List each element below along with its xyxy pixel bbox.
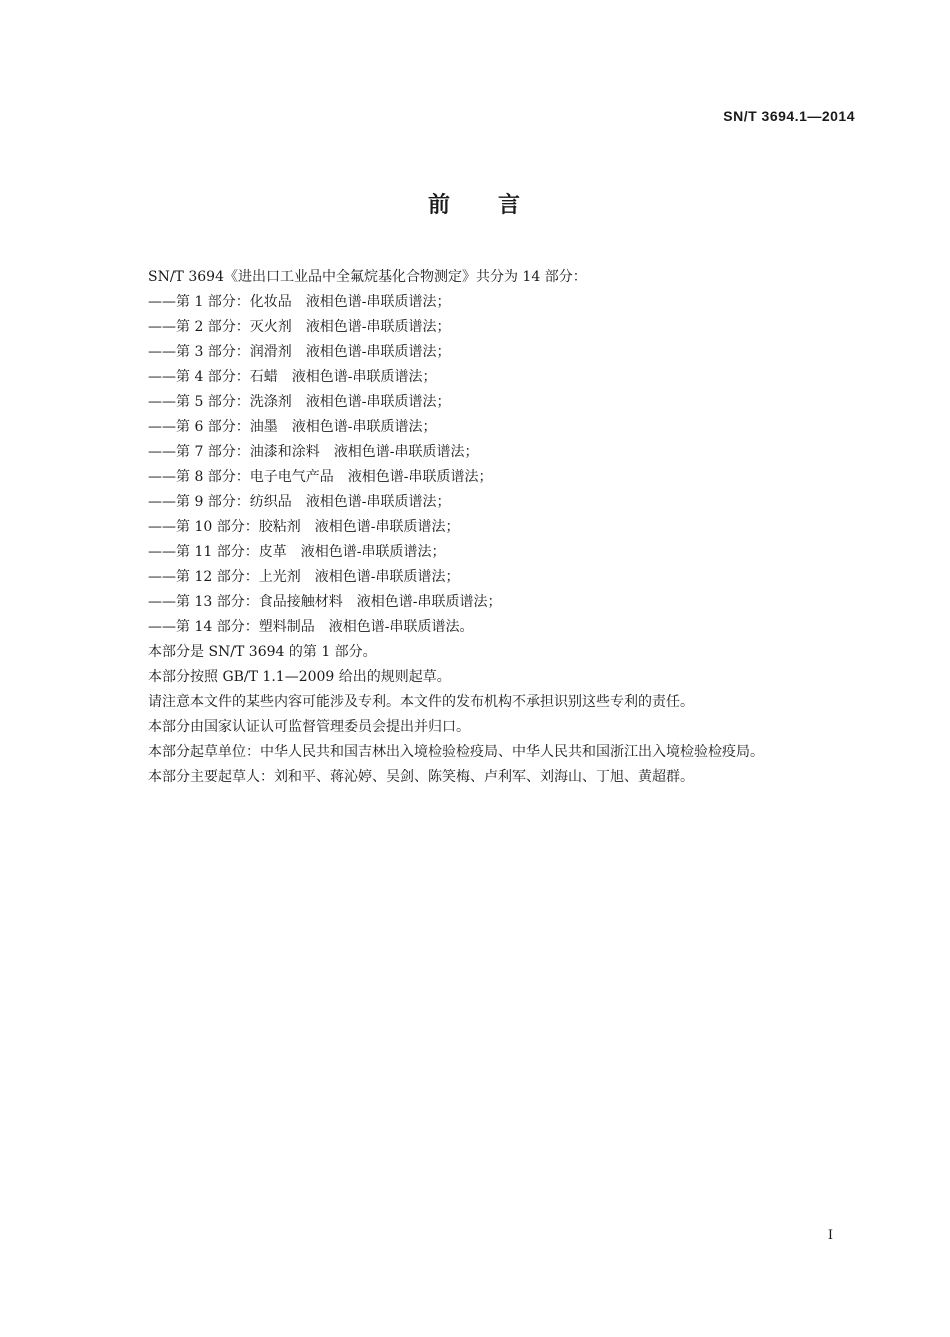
page-number: I: [827, 1228, 833, 1243]
paragraph-drafters: 本部分主要起草人：刘和平、蒋沁婷、吴剑、陈笑梅、卢利军、刘海山、丁旭、黄超群。: [148, 769, 694, 785]
part-title: ——第 10 部分：胶粘剂: [148, 519, 301, 535]
part-item: [118, 340, 858, 365]
paragraph-patent-notice: 请注意本文件的某些内容可能涉及专利。本文件的发布机构不承担识别这些专利的责任。: [148, 694, 694, 710]
part-method: 液相色谱-串联质谱法；: [305, 319, 451, 335]
part-method: 液相色谱-串联质谱法；: [305, 494, 451, 510]
part-method: 液相色谱-串联质谱法；: [300, 544, 446, 560]
part-item: [118, 615, 858, 640]
part-title: ——第 3 部分：润滑剂: [148, 344, 292, 360]
part-method: 液相色谱-串联质谱法；: [305, 394, 451, 410]
part-method: 液相色谱-串联质谱法；: [291, 369, 437, 385]
preface-body: [118, 265, 858, 790]
part-title: ——第 6 部分：油墨: [148, 419, 278, 435]
title-char-2: 言: [498, 193, 523, 218]
part-title: ——第 11 部分：皮革: [148, 544, 287, 560]
intro-paragraph: SN/T 3694《进出口工业品中全氟烷基化合物测定》共分为 14 部分：: [148, 269, 587, 285]
part-item: [118, 315, 858, 340]
page-title: [0, 188, 950, 219]
part-item: [118, 415, 858, 440]
part-item: [118, 290, 858, 315]
paragraph-drafting-rules: 本部分按照 GB/T 1.1—2009 给出的规则起草。: [148, 669, 451, 685]
part-item: [118, 440, 858, 465]
part-item: [118, 515, 858, 540]
part-method: 液相色谱-串联质谱法；: [314, 569, 460, 585]
part-item: [118, 590, 858, 615]
part-method: 液相色谱-串联质谱法。: [328, 619, 474, 635]
part-title: ——第 13 部分：食品接触材料: [148, 594, 343, 610]
part-method: 液相色谱-串联质谱法；: [305, 294, 451, 310]
part-item: [118, 565, 858, 590]
part-method: 液相色谱-串联质谱法；: [314, 519, 460, 535]
paragraph-drafting-units: 本部分起草单位：中华人民共和国吉林出入境检验检疫局、中华人民共和国浙江出入境检验检疫局。: [148, 744, 764, 760]
paragraph-part-scope: 本部分是 SN/T 3694 的第 1 部分。: [148, 644, 377, 660]
part-item: [118, 465, 858, 490]
part-title: ——第 5 部分：洗涤剂: [148, 394, 292, 410]
part-method: 液相色谱-串联质谱法；: [333, 444, 479, 460]
part-title: ——第 12 部分：上光剂: [148, 569, 301, 585]
part-title: ——第 9 部分：纺织品: [148, 494, 292, 510]
part-title: ——第 8 部分：电子电气产品: [148, 469, 334, 485]
part-method: 液相色谱-串联质谱法；: [291, 419, 437, 435]
paragraph-proposer: 本部分由国家认证认可监督管理委员会提出并归口。: [148, 719, 470, 735]
part-title: ——第 7 部分：油漆和涂料: [148, 444, 320, 460]
part-method: 液相色谱-串联质谱法；: [305, 344, 451, 360]
part-method: 液相色谱-串联质谱法；: [356, 594, 502, 610]
title-char-1: 前: [427, 193, 452, 218]
part-title: ——第 2 部分：灭火剂: [148, 319, 292, 335]
part-method: 液相色谱-串联质谱法；: [347, 469, 493, 485]
part-item: [118, 540, 858, 565]
part-item: [118, 365, 858, 390]
part-title: ——第 14 部分：塑料制品: [148, 619, 315, 635]
part-title: ——第 1 部分：化妆品: [148, 294, 292, 310]
part-title: ——第 4 部分：石蜡: [148, 369, 278, 385]
document-code: SN/T 3694.1—2014: [723, 108, 855, 124]
part-item: [118, 490, 858, 515]
part-item: [118, 390, 858, 415]
